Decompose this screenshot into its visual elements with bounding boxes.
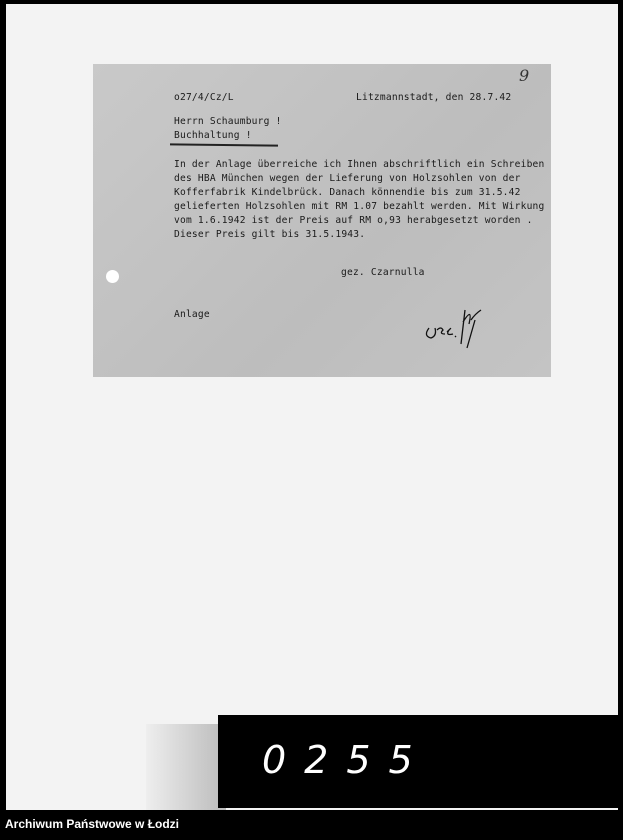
signed-by: gez. Czarnulla — [341, 267, 425, 278]
letter-sheet — [93, 64, 551, 377]
body-line: des HBA München wegen der Lieferung von Holzsohlen von der — [174, 173, 521, 184]
frame-number: 0255 — [262, 738, 431, 782]
body-line: vom 1.6.1942 ist der Preis auf RM o,93 herabgesetzt worden . — [174, 215, 533, 226]
underline — [170, 143, 278, 146]
letter-body — [174, 158, 545, 242]
enclosure: Anlage — [174, 309, 210, 320]
recipient: Herrn Schaumburg ! — [174, 116, 282, 127]
body-line: gelieferten Holzsohlen mit RM 1.07 bezahlt werden. Mit Wirkung — [174, 201, 545, 212]
page-number: 9 — [519, 66, 530, 85]
body-line: In der Anlage überreiche ich Ihnen abschriftlich ein Schreiben — [174, 159, 545, 170]
punch-hole — [106, 270, 119, 283]
department: Buchhaltung ! — [174, 130, 252, 141]
body-line: Dieser Preis gilt bis 31.5.1943. — [174, 229, 366, 240]
place-date: Litzmannstadt, den 28.7.42 — [356, 92, 512, 103]
shadow — [146, 724, 226, 812]
reference: o27/4/Cz/L — [174, 92, 234, 103]
scan-page — [6, 4, 618, 810]
archive-footer: Archiwum Państwowe w Łodzi — [0, 810, 623, 840]
handwritten-signature — [421, 300, 491, 350]
body-line: Kofferfabrik Kindelbrück. Danach könnendie bis zum 31.5.42 — [174, 187, 521, 198]
